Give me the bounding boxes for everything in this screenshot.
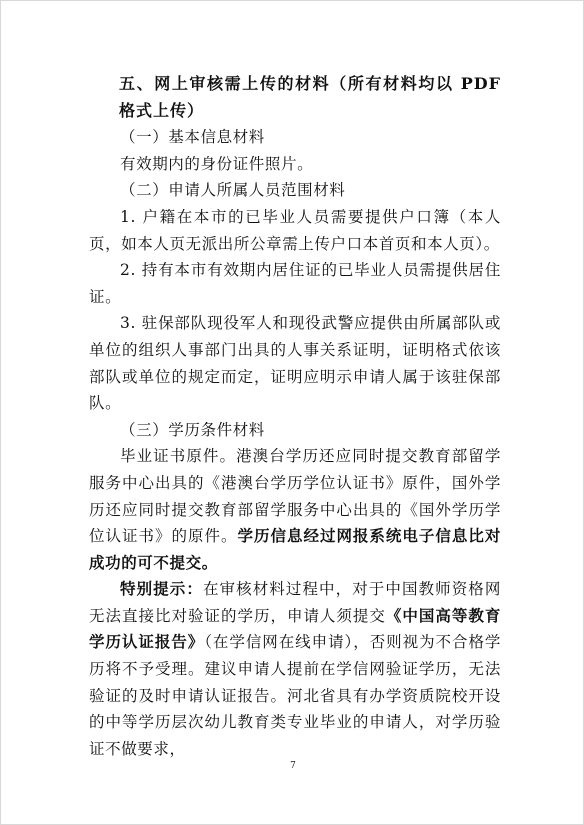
special-note-label: 特别提示：	[120, 579, 203, 599]
education-text: 毕业证书原件。港澳台学历还应同时提交教育部留学服务中心出具的《港澳台学历学位认证书》原件，国外学历还应同时提交教育部留学服务中心出具的《国外学历学位认证书》的原件。	[89, 447, 501, 546]
paragraph-education	[89, 443, 501, 576]
page-number: 7	[290, 761, 296, 771]
paragraph-basic-info: 有效期内的身份证件照片。	[120, 154, 314, 173]
paragraph-item-3: 3. 驻保部队现役军人和现役武警应提供由所属部队或单位的组织人事部门出具的人事关系证明，证明格式依该部队或单位的规定而定，证明应明示申请人属于该驻保部队。	[89, 314, 501, 413]
special-note-report-title: 《中国高等教育学历认证报告》	[89, 605, 501, 652]
subsection-title-basic-info: （一）基本信息材料	[120, 128, 265, 147]
paragraph-item-1: 1. 户籍在本市的已毕业人员需要提供户口簿（本人页，如本人页无派出所公章需上传户口本首页和本人页）。	[89, 207, 501, 253]
subsection-title-education: （三）学历条件材料	[120, 420, 265, 439]
paragraph-item-2: 2. 持有本市有效期内居住证的已毕业人员需提供居住证。	[89, 261, 501, 306]
paragraph-special-note	[89, 576, 501, 762]
document-body	[89, 71, 501, 762]
special-note-text-2: （在学信网在线申请），否则视为不合格学历将不予受理。建议申请人提前在学信网验证学历，无法验证的及时申请认证报告。河北省具有办学资质院校开设的中等学历层次幼儿教育类专业毕业的申请人，对学历验证不做要求，	[89, 633, 502, 758]
subsection-title-personnel-scope: （二）申请人所属人员范围材料	[120, 181, 346, 200]
section-heading: 五、网上审核需上传的材料（所有材料均以 PDF 格式上传）	[119, 74, 501, 120]
special-note-text-1: 在审核材料过程中，对于中国教师资格网无法直接比对验证的学历，申请人须提交	[89, 580, 501, 625]
education-bold-note: 学历信息经过网报系统电子信息比对成功的可不提交。	[89, 526, 501, 572]
